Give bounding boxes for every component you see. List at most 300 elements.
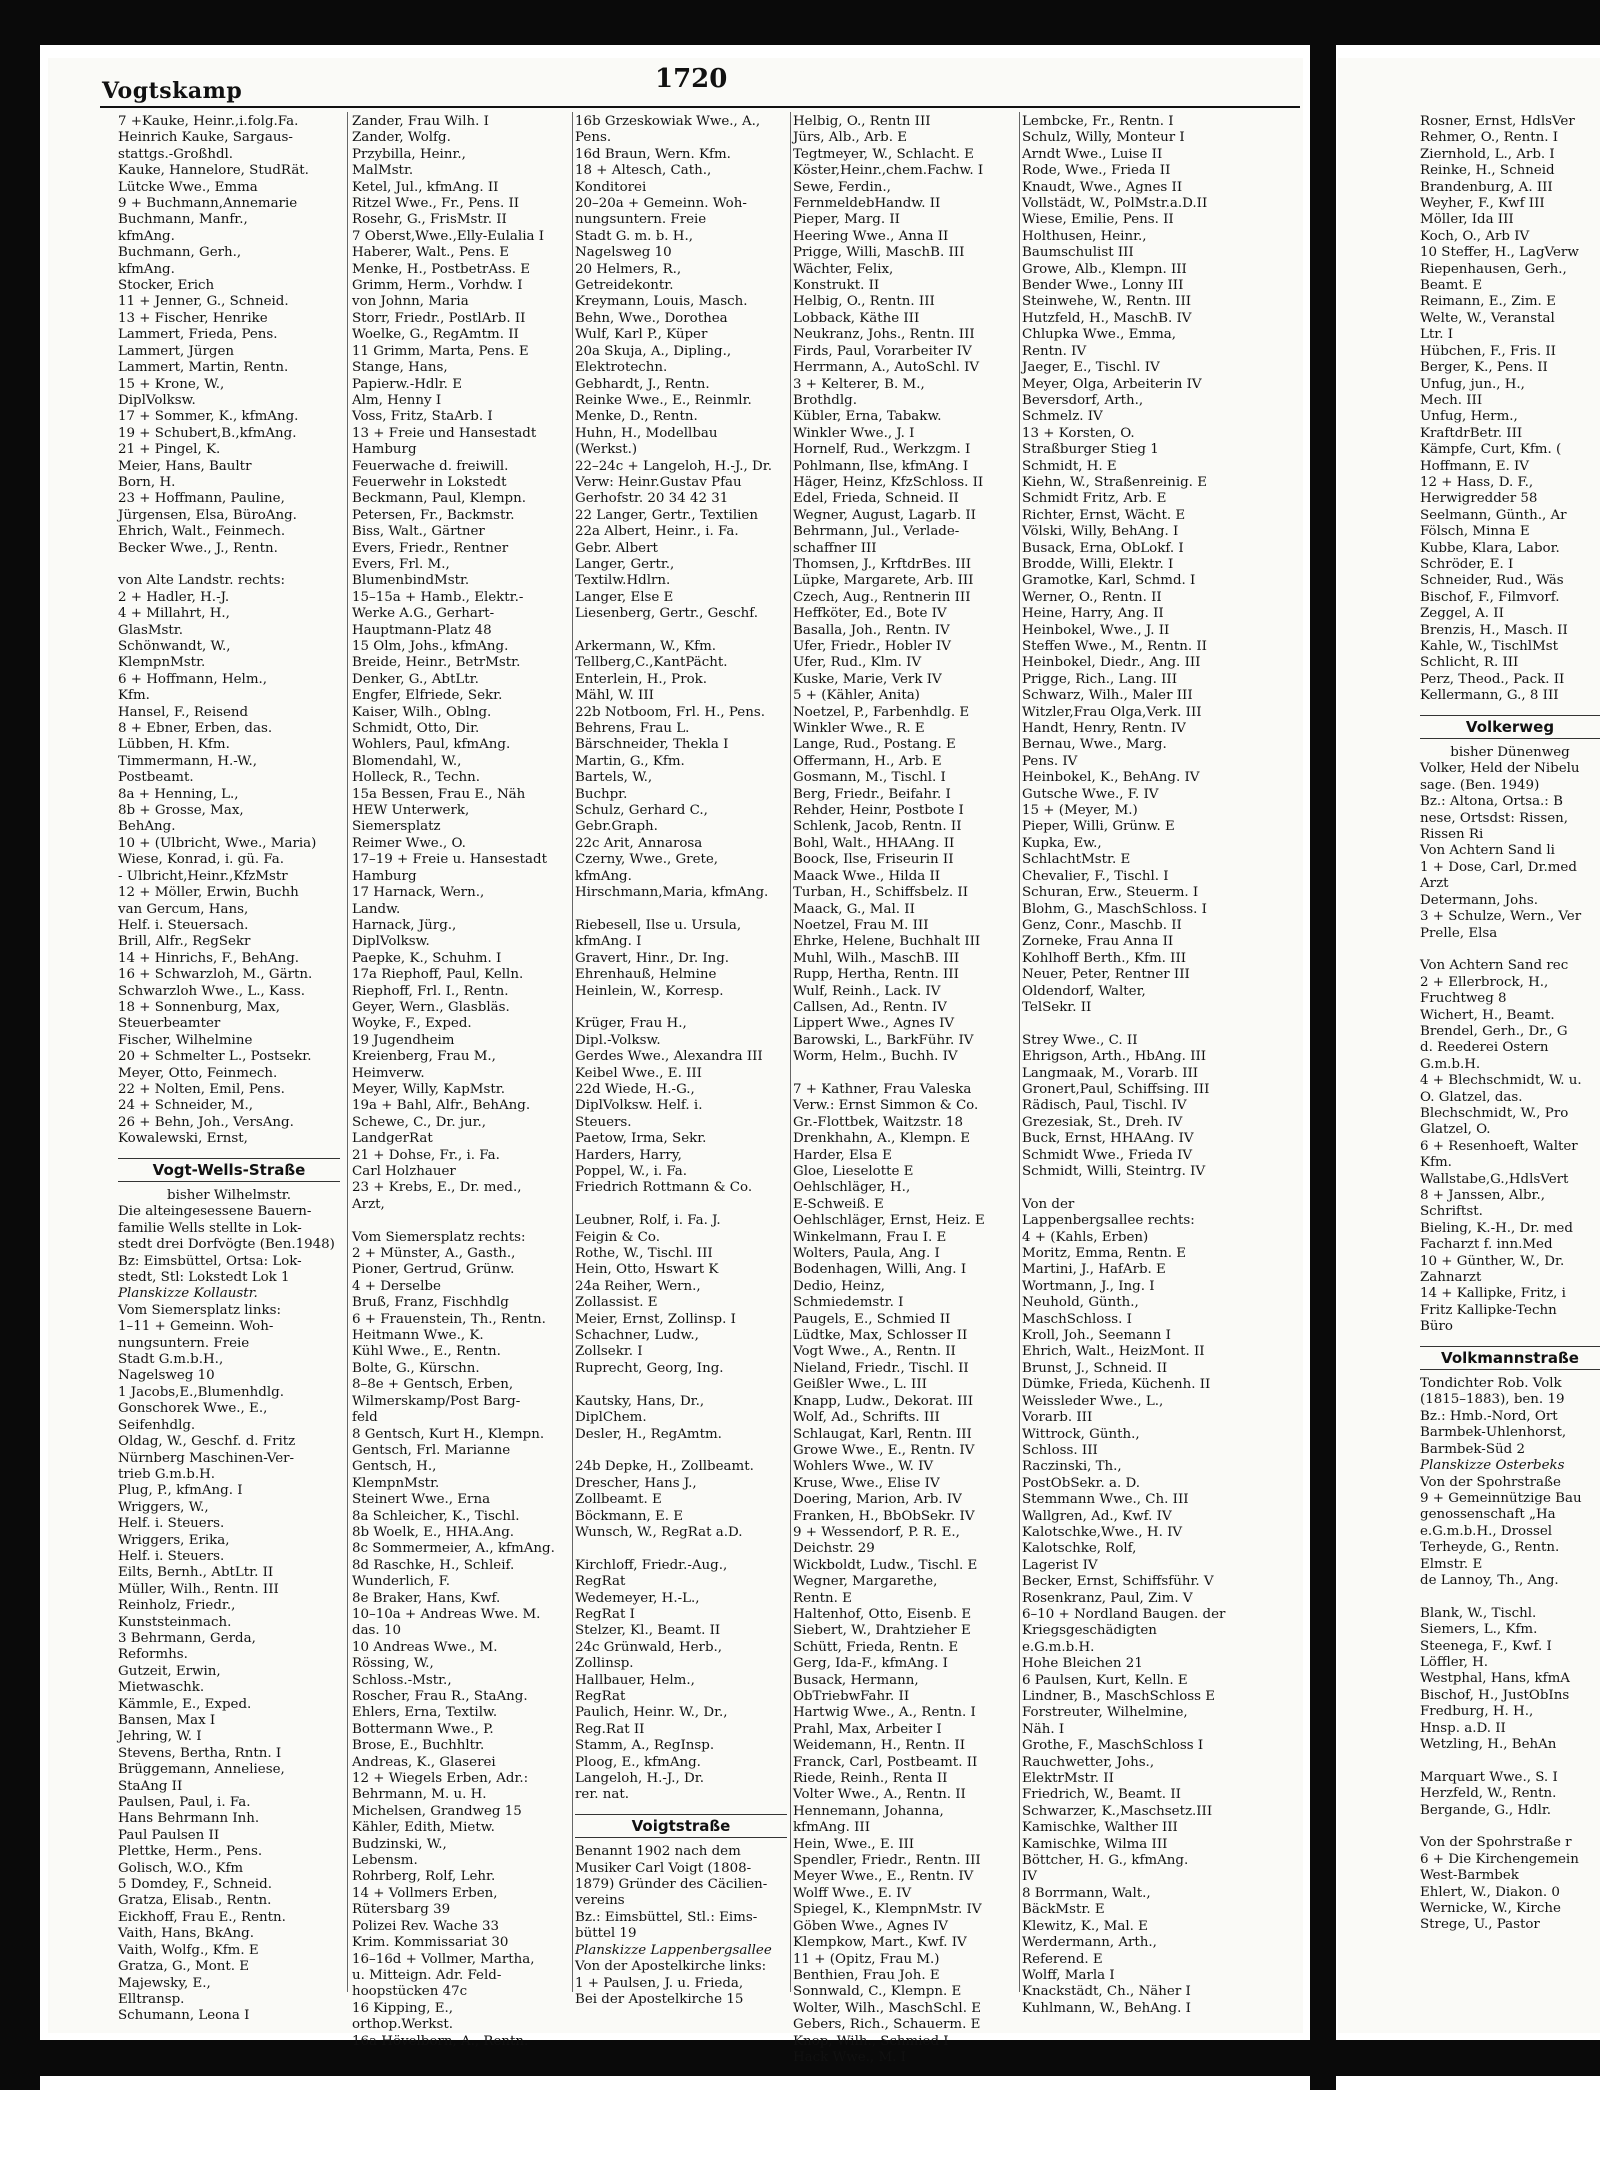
directory-entry: Krüger, Frau H.,: [575, 1016, 687, 1032]
directory-entry: Gramotke, Karl, Schmd. I: [1022, 573, 1196, 589]
directory-entry: Mähl, W. III: [575, 688, 654, 704]
directory-entry: TelSekr. II: [1022, 999, 1092, 1015]
directory-entry: RegRat I: [575, 1606, 635, 1622]
directory-entry: Hnsp. a.D. II: [1420, 1720, 1506, 1736]
directory-entry: Wickboldt, Ludw., Tischl. E: [793, 1557, 978, 1573]
directory-entry: Schlicht, R. III: [1420, 655, 1519, 671]
directory-entry: Offermann, H., Arb. E: [793, 753, 942, 769]
column-divider: [572, 112, 573, 1992]
directory-entry: Gerg, Ida-F., kfmAng. I: [793, 1656, 948, 1672]
directory-entry: Volker, Held der Nibelu: [1420, 761, 1580, 777]
directory-entry: Grothe, F., MaschSchloss I: [1022, 1738, 1204, 1754]
column-1: [118, 114, 340, 2024]
directory-entry: 22–24c + Langeloh, H.-J., Dr.: [575, 458, 772, 474]
directory-entry: Dipl.-Volksw.: [575, 1032, 661, 1048]
directory-entry: 7 +Kauke, Heinr.,i.folg.Fa.: [118, 114, 299, 129]
directory-entry: Helf. i. Steuers.: [118, 1548, 225, 1564]
directory-entry: Tegtmeyer, W., Schlacht. E: [793, 146, 974, 162]
directory-entry: Dedio, Heinz,: [793, 1278, 885, 1294]
directory-entry: Voss, Fritz, StaArb. I: [352, 409, 493, 425]
directory-entry: Buck, Ernst, HHAAng. IV: [1022, 1131, 1194, 1147]
directory-entry: Langer, Gertr.,: [575, 556, 675, 572]
directory-entry: Determann, Johs.: [1420, 892, 1538, 908]
directory-entry: Wulf, Reinh., Lack. IV: [793, 983, 941, 999]
scan-border-top: [0, 0, 1600, 45]
directory-entry: Kalotschke,Wwe., H. IV: [1022, 1524, 1183, 1540]
directory-entry: Zollinsp.: [575, 1656, 634, 1672]
directory-entry: 16 Kipping, E.,: [352, 2000, 454, 2016]
directory-entry: Berg, Friedr., Beifahr. I: [793, 786, 951, 802]
directory-entry: Beversdorf, Arth.,: [1022, 392, 1144, 408]
directory-entry: G.m.b.H.: [1420, 1056, 1481, 1072]
directory-entry: Fredburg, H. H.,: [1420, 1704, 1534, 1720]
header-rule: [100, 106, 1300, 108]
directory-entry: van Gercum, Hans,: [118, 901, 249, 917]
directory-entry: Fruchtweg 8: [1420, 991, 1507, 1007]
directory-entry: Zander, Wolfg.: [352, 130, 451, 146]
directory-entry: Gosmann, M., Tischl. I: [793, 770, 946, 786]
directory-entry: 14 + Kallipke, Fritz, i: [1420, 1286, 1566, 1302]
directory-entry: West-Barmbek: [1420, 1868, 1519, 1884]
directory-entry: Weissleder Wwe., L.,: [1022, 1393, 1164, 1409]
directory-entry: Rütersbarg 39: [352, 1902, 451, 1918]
directory-entry: BlumenbindMstr.: [352, 573, 470, 589]
directory-entry: Vorarb. III: [1022, 1410, 1093, 1426]
directory-entry: Rosenkranz, Paul, Zim. V: [1022, 1590, 1193, 1606]
directory-entry: d. Reederei Ostern: [1420, 1040, 1549, 1056]
directory-entry: 1879) Gründer des Cäcilien-: [575, 1877, 768, 1893]
directory-entry: Ufer, Friedr., Hobler IV: [793, 639, 951, 654]
directory-entry: 13 + Korsten, O.: [1022, 425, 1135, 441]
directory-entry: Siemers, L., Kfm.: [1420, 1622, 1538, 1638]
directory-entry: Drenkhahn, A., Klempn. E: [793, 1131, 971, 1147]
directory-entry: Brüggemann, Anneliese,: [118, 1762, 285, 1778]
directory-entry: 1 + Dose, Carl, Dr.med: [1420, 859, 1577, 875]
directory-entry: Wallstabe,G.,HdlsVert: [1420, 1171, 1569, 1187]
directory-entry: Gronert,Paul, Schiffsing. III: [1022, 1081, 1210, 1097]
directory-entry: Hartwig Wwe., A., Rentn. I: [793, 1705, 976, 1721]
directory-entry: Brunst, J., Schneid. II: [1022, 1360, 1168, 1376]
directory-entry: Langmaak, M., Vorarb. III: [1022, 1065, 1199, 1081]
directory-entry: Werner, O., Rentn. II: [1022, 589, 1162, 605]
directory-entry: Wichert, H., Beamt.: [1420, 1007, 1555, 1023]
directory-entry: Beckmann, Paul, Klempn.: [352, 491, 526, 507]
directory-entry: Kunststeinmach.: [118, 1614, 232, 1630]
directory-entry: Drescher, Hans J.,: [575, 1475, 697, 1491]
directory-entry: Kroll, Joh., Seemann I: [1022, 1328, 1171, 1344]
directory-entry: trieb G.m.b.H.: [118, 1466, 216, 1482]
directory-entry: Denker, G., AbtLtr.: [352, 671, 479, 687]
directory-entry: Vogt Wwe., A., Rentn. II: [793, 1344, 956, 1360]
directory-entry: [1420, 1819, 1600, 1835]
directory-entry: Vaith, Hans, BkAng.: [118, 1926, 254, 1942]
directory-entry: Lobback, Käthe III: [793, 310, 920, 326]
directory-entry: Stevens, Bertha, Rntn. I: [118, 1745, 282, 1761]
directory-entry: Golisch, W.O., Kfm: [118, 1860, 244, 1876]
directory-entry: Holthusen, Heinr.,: [1022, 228, 1147, 244]
directory-entry: Lammert, Martin, Rentn.: [118, 360, 289, 376]
directory-entry: 8 + Janssen, Albr.,: [1420, 1188, 1546, 1203]
directory-entry: Steenega, F., Kwf. I: [1420, 1638, 1552, 1654]
directory-entry: Baumschulist III: [1022, 245, 1134, 261]
directory-entry: LandgerRat: [352, 1131, 433, 1147]
directory-entry: Bartels, W.,: [575, 770, 653, 786]
directory-entry: Bei der Apostelkirche 15: [575, 1991, 744, 2007]
directory-entry: Grimm, Herm., Vorhdw. I: [352, 278, 523, 294]
directory-entry: Langer, Else E: [575, 589, 674, 605]
directory-entry: Plug, P., kfmAng. I: [118, 1483, 243, 1499]
directory-entry: Klempkow, Mart., Kwf. IV: [793, 1935, 967, 1951]
directory-entry: Engfer, Elfriede, Sekr.: [352, 688, 503, 704]
directory-entry: Evers, Frl. M.,: [352, 556, 450, 572]
directory-entry: Hirschmann,Maria, kfmAng.: [575, 885, 769, 901]
directory-entry: Rode, Wwe., Frieda II: [1022, 163, 1171, 179]
directory-entry: Turban, H., Schiffsbelz. II: [793, 885, 968, 901]
directory-entry: Prigge, Rich., Lang. III: [1022, 671, 1177, 687]
directory-entry: Papierw.-Hdlr. E: [352, 376, 462, 392]
directory-entry: Wallgren, Ad., Kwf. IV: [1022, 1508, 1172, 1524]
directory-entry: IV: [1022, 1869, 1037, 1885]
directory-entry: Storr, Friedr., PostlArb. II: [352, 310, 526, 326]
directory-entry: Behrmann, M. u. H.: [352, 1787, 487, 1803]
directory-entry: Berger, K., Pens. II: [1420, 360, 1548, 376]
directory-entry: [793, 1066, 1015, 1082]
directory-entry: Häger, Heinz, KfzSchloss. II: [793, 474, 984, 490]
directory-entry: 11 + Jenner, G., Schneid.: [118, 294, 289, 310]
directory-entry: Kowalewski, Ernst,: [118, 1131, 248, 1147]
directory-entry: Reinholz, Friedr.,: [118, 1598, 236, 1614]
directory-entry: Unfug, jun., H.,: [1420, 376, 1525, 392]
directory-entry: Dümke, Frieda, Küchenh. II: [1022, 1377, 1211, 1393]
directory-entry: sage. (Ben. 1949): [1420, 777, 1540, 793]
directory-entry: Geyer, Wern., Glasbläs.: [352, 999, 510, 1015]
directory-entry: 17 Harnack, Wern.,: [352, 885, 485, 901]
directory-entry: Kellermann, G., 8 III: [1420, 688, 1559, 704]
directory-entry: (1815–1883), ben. 19: [1420, 1392, 1565, 1408]
directory-entry: Rosner, Ernst, HdlsVer: [1420, 114, 1575, 129]
directory-entry: Eilts, Bernh., AbtLtr. II: [118, 1565, 274, 1581]
directory-entry: Oldendorf, Walter,: [1022, 983, 1146, 999]
directory-entry: Behn, Wwe., Dorothea: [575, 310, 728, 326]
directory-entry: 8e Braker, Hans, Kwf.: [352, 1590, 501, 1606]
directory-entry: Prigge, Willi, MaschB. III: [793, 245, 965, 261]
directory-entry: 22d Wiede, H.-G.,: [575, 1081, 695, 1097]
running-head: Vogtskamp: [102, 78, 243, 104]
directory-entry: Wolters, Paula, Ang. I: [793, 1246, 940, 1262]
directory-entry: Rehmer, O., Rentn. I: [1420, 130, 1559, 146]
directory-entry: Kreymann, Louis, Masch.: [575, 294, 748, 310]
directory-entry: 24a Reiher, Wern.,: [575, 1278, 701, 1294]
directory-entry: 9 + Wessendorf, P. R. E.,: [793, 1524, 960, 1540]
directory-entry: nungsuntern. Freie: [118, 1335, 250, 1351]
directory-entry: Jehring, W. I: [118, 1729, 202, 1745]
directory-entry: Gentsch, H.,: [352, 1459, 437, 1475]
directory-entry: 23 + Hoffmann, Pauline,: [118, 491, 285, 507]
directory-entry: Meier, Hans, Baultr: [118, 458, 252, 474]
directory-entry: Wegner, Margarethe,: [793, 1574, 938, 1590]
directory-entry: Böckmann, E. E: [575, 1508, 684, 1524]
directory-entry: Meyer Wwe., E., Rentn. IV: [793, 1869, 974, 1885]
directory-entry: Wunderlich, F.: [352, 1574, 451, 1590]
directory-entry: Siemersplatz: [352, 819, 441, 835]
directory-entry: Hennemann, Johanna,: [793, 1803, 944, 1819]
directory-entry: Straßburger Stieg 1: [1022, 442, 1159, 458]
directory-entry: das. 10: [352, 1623, 401, 1639]
directory-entry: Bohl, Walt., HHAAng. II: [793, 835, 955, 851]
map-reference: Planskizze Kollaustr.: [118, 1286, 258, 1302]
directory-entry: Reimer Wwe., O.: [352, 835, 466, 851]
directory-entry: Glatzel, O.: [1420, 1122, 1491, 1138]
directory-entry: Ltr. I: [1420, 327, 1454, 343]
directory-entry: 12 + Möller, Erwin, Buchh: [118, 885, 299, 901]
directory-entry: nungsuntern. Freie: [575, 212, 707, 228]
directory-entry: Fritz Kallipke-Techn: [1420, 1302, 1557, 1318]
directory-entry: Bz.: Altona, Ortsa.: B: [1420, 794, 1563, 810]
directory-entry: Rauchwetter, Johs.,: [1022, 1754, 1155, 1770]
directory-entry: Benthien, Frau Joh. E: [793, 1967, 940, 1983]
directory-entry: kfmAng. III: [793, 1820, 871, 1836]
directory-entry: Welte, W., Veranstal: [1420, 310, 1555, 326]
directory-entry: [575, 1541, 787, 1557]
map-reference: Planskizze Lappenbergsallee: [575, 1942, 772, 1958]
directory-entry: Keibel Wwe., E. III: [575, 1065, 702, 1081]
directory-entry: Paulsen, Paul, i. Fa.: [118, 1795, 251, 1811]
directory-entry: O. Glatzel, das.: [1420, 1089, 1523, 1105]
directory-entry: Möller, Ida III: [1420, 212, 1514, 228]
directory-entry: 26 + Behn, Joh., VersAng.: [118, 1114, 294, 1130]
directory-entry: 16–16d + Vollmer, Martha,: [352, 1951, 535, 1967]
directory-entry: Kubbe, Klara, Labor.: [1420, 540, 1560, 556]
directory-entry: 19 + Schubert,B.,kfmAng.: [118, 425, 297, 441]
directory-entry: 12 + Wiegels Erben, Adr.:: [352, 1771, 529, 1787]
directory-entry: Barowski, L., BarkFühr. IV: [793, 1032, 974, 1048]
directory-entry: Buchmann, Manfr.,: [118, 212, 248, 228]
directory-entry: Brandenburg, A. III: [1420, 179, 1553, 195]
directory-entry: Jaeger, E., Tischl. IV: [1022, 360, 1160, 376]
directory-entry: 13 + Freie und Hansestadt: [352, 425, 537, 441]
directory-entry: Werke A.G., Gerhart-: [352, 606, 495, 622]
directory-entry: Franck, Carl, Postbeamt. II: [793, 1754, 978, 1770]
directory-entry: Polizei Rev. Wache 33: [352, 1918, 500, 1934]
directory-entry: Alm, Henny I: [352, 392, 442, 408]
directory-entry: 10 Steffer, H., LagVerw: [1420, 245, 1579, 261]
directory-entry: Behrmann, Jul., Verlade-: [793, 524, 960, 540]
directory-entry: [575, 1377, 787, 1393]
directory-entry: kfmAng.: [575, 868, 632, 884]
directory-entry: Jürs, Alb., Arb. E: [793, 130, 908, 146]
directory-entry: Fölsch, Minna E: [1420, 524, 1530, 540]
directory-entry: Tellberg,C.,KantPächt.: [575, 655, 728, 671]
directory-entry: Helf. i. Steuers.: [118, 1516, 225, 1532]
directory-entry: Bender Wwe., Lonny III: [1022, 278, 1184, 294]
directory-entry: Steuerbeamter: [118, 1016, 221, 1032]
directory-entry: Riephoff, Frl. I., Rentn.: [352, 983, 509, 999]
directory-entry: Schumann, Leona I: [118, 2008, 250, 2024]
directory-entry: Stocker, Erich: [118, 278, 215, 294]
directory-entry: Perz, Theod., Pack. II: [1420, 671, 1565, 687]
directory-entry: Strey Wwe., C. II: [1022, 1032, 1138, 1048]
directory-entry: 24c Grünwald, Herb.,: [575, 1639, 723, 1655]
directory-entry: Kuhlmann, W., BehAng. I: [1022, 2000, 1191, 2016]
directory-entry: PostObSekr. a. D.: [1022, 1475, 1140, 1491]
directory-entry: 5 + (Kähler, Anita): [793, 688, 920, 704]
directory-entry: Reformhs.: [118, 1647, 188, 1663]
directory-entry: Von der: [1022, 1196, 1075, 1212]
directory-entry: Böttcher, H. G., kfmAng.: [1022, 1853, 1189, 1869]
directory-entry: Busack, Erna, ObLokf. I: [1022, 540, 1184, 556]
directory-entry: DiplChem.: [575, 1410, 647, 1426]
directory-entry: Ufer, Rud., Klm. IV: [793, 655, 922, 671]
directory-entry: Knaudt, Wwe., Agnes II: [1022, 179, 1183, 195]
directory-entry: Heffköter, Ed., Bote IV: [793, 606, 947, 622]
directory-entry: 15 + (Meyer, M.): [1022, 803, 1138, 819]
directory-entry: Wunsch, W., RegRat a.D.: [575, 1524, 743, 1540]
directory-entry: Knackstädt, Ch., Näher I: [1022, 1984, 1191, 2000]
directory-entry: 8c Sommermeier, A., kfmAng.: [352, 1541, 555, 1557]
directory-entry: Growe, Alb., Klempn. III: [1022, 261, 1187, 277]
directory-entry: Raczinski, Th.,: [1022, 1459, 1122, 1475]
directory-entry: Sonnwald, C., Klempn. E: [793, 1984, 962, 2000]
directory-entry: Meier, Ernst, Zollinsp. I: [575, 1311, 736, 1327]
directory-entry: Lindner, B., MaschSchloss E: [1022, 1689, 1216, 1704]
directory-entry: Spendler, Friedr., Rentn. III: [793, 1853, 981, 1869]
map-reference: Planskizze Osterbeks: [1420, 1458, 1565, 1474]
directory-entry: DiplVolksw.: [352, 934, 430, 950]
directory-entry: Firds, Paul, Vorarbeiter IV: [793, 343, 972, 359]
directory-entry: Wohlers Wwe., W. IV: [793, 1459, 934, 1475]
directory-entry: Köster,Heinr.,chem.Fachw. I: [793, 163, 984, 179]
directory-entry: HEW Unterwerk,: [352, 803, 470, 819]
directory-entry: 8a + Henning, L.,: [118, 786, 239, 802]
directory-entry: Stamm, A., RegInsp.: [575, 1738, 715, 1754]
directory-entry: Elmstr. E: [1420, 1556, 1483, 1572]
directory-entry: 18 + Altesch, Cath.,: [575, 163, 712, 179]
directory-entry: 15 Olm, Johs., kfmAng.: [352, 639, 509, 654]
column-divider: [347, 112, 348, 1992]
directory-entry: Schmelz. IV: [1022, 409, 1103, 425]
directory-entry: Richter, Ernst, Wächt. E: [1022, 507, 1186, 523]
directory-entry: Pens.: [575, 130, 612, 146]
directory-entry: Schuran, Erw., Steuerm. I: [1022, 885, 1199, 901]
directory-entry: Wedemeyer, H.-L.,: [575, 1590, 700, 1606]
directory-entry: Konditorei: [575, 179, 647, 195]
directory-entry: büttel 19: [575, 1926, 637, 1942]
directory-entry: Paulich, Heinr. W., Dr.,: [575, 1705, 728, 1721]
directory-entry: 2 + Münster, A., Gasth.,: [352, 1246, 516, 1262]
directory-entry: 10 Andreas Wwe., M.: [352, 1639, 498, 1655]
directory-entry: Bodenhagen, Willi, Ang. I: [793, 1262, 967, 1278]
directory-entry: 24 + Schneider, M.,: [118, 1098, 254, 1114]
directory-entry: Prahl, Max, Arbeiter I: [793, 1721, 942, 1737]
directory-entry: 9 + Gemeinnützige Bau: [1420, 1490, 1582, 1506]
directory-entry: 20a Skuja, A., Dipling.,: [575, 343, 732, 359]
directory-entry: Gutsche Wwe., F. IV: [1022, 786, 1159, 802]
directory-entry: Zollassist. E: [575, 1295, 658, 1311]
directory-entry: Zollsekr. I: [575, 1344, 643, 1360]
directory-entry: Schewe, C., Dr. jur.,: [352, 1114, 487, 1130]
scan-border-left: [0, 0, 40, 2090]
directory-entry: Schlaugat, Karl, Rentn. III: [793, 1426, 972, 1442]
directory-entry: DiplVolksw.: [118, 392, 196, 408]
directory-entry: Die alteingesessene Bauern-: [118, 1204, 312, 1220]
directory-entry: 12 + Hass, D. F.,: [1420, 474, 1534, 490]
directory-entry: 17a Riephoff, Paul, Kelln.: [352, 967, 524, 983]
directory-entry: Hamburg: [352, 868, 417, 884]
directory-entry: 17 + Sommer, K., kfmAng.: [118, 409, 299, 425]
directory-entry: Feuerwache d. freiwill.: [352, 458, 509, 474]
directory-entry: 6 + Frauenstein, Th., Rentn.: [352, 1311, 546, 1327]
directory-entry: 10 + (Ulbricht, Wwe., Maria): [118, 835, 317, 851]
directory-entry: Rothe, W., Tischl. III: [575, 1246, 713, 1262]
directory-entry: Lagerist IV: [1022, 1557, 1098, 1573]
directory-entry: Riebesell, Ilse u. Ursula,: [575, 917, 742, 933]
directory-entry: von Alte Landstr. rechts:: [118, 573, 286, 589]
directory-entry: 8–8e + Gentsch, Erben,: [352, 1377, 514, 1393]
directory-entry: Becker Wwe., J., Rentn.: [118, 540, 278, 556]
directory-entry: Hein, Wwe., E. III: [793, 1836, 915, 1852]
directory-entry: 15–15a + Hamb., Elektr.-: [352, 589, 524, 605]
directory-entry: Wortmann, J., Ing. I: [1022, 1278, 1155, 1294]
directory-entry: Haltenhof, Otto, Eisenb. E: [793, 1606, 972, 1622]
directory-entry: Ehrke, Helene, Buchhalt III: [793, 934, 981, 950]
directory-entry: Blomendahl, W.,: [352, 753, 462, 769]
directory-entry: 8 Gentsch, Kurt H., Klempn.: [352, 1426, 545, 1442]
directory-entry: Schmidt Fritz, Arb. E: [1022, 491, 1167, 507]
directory-entry: 2 + Hadler, H.-J.: [118, 589, 230, 605]
directory-entry: Knapp, Ludw., Dekorat. III: [793, 1393, 973, 1409]
directory-entry: Paugels, E., Schmied II: [793, 1311, 951, 1327]
directory-entry: Stadt G. m. b. H.,: [575, 228, 693, 244]
directory-entry: Zander, Frau Wilh. I: [352, 114, 489, 129]
directory-entry: Gratza, G., Mont. E: [118, 1959, 250, 1975]
directory-entry: Harders, Harry,: [575, 1147, 682, 1163]
directory-entry: Herwigredder 58: [1420, 491, 1538, 507]
directory-entry: kfmAng.: [118, 261, 175, 277]
directory-entry: Steinert Wwe., Erna: [352, 1492, 491, 1508]
directory-entry: Gebr. Albert: [575, 540, 658, 556]
directory-entry: Paul Paulsen II: [118, 1827, 220, 1843]
directory-entry: Bieling, K.-H., Dr. med: [1420, 1220, 1573, 1236]
directory-entry: Handt, Henry, Rentn. IV: [1022, 721, 1186, 737]
directory-entry: Hansel, F., Reisend: [118, 704, 249, 720]
directory-entry: Neuer, Peter, Rentner III: [1022, 967, 1190, 983]
directory-entry: Wriggers, Erika,: [118, 1532, 230, 1548]
directory-entry: Pens. IV: [1022, 753, 1078, 769]
directory-entry: 20 Helmers, R.,: [575, 261, 682, 277]
directory-entry: Gebhardt, J., Rentn.: [575, 376, 710, 392]
directory-entry: Näh. I: [1022, 1721, 1065, 1737]
directory-entry: schaffner III: [793, 540, 877, 556]
directory-entry: Marquart Wwe., S. I: [1420, 1769, 1558, 1785]
directory-entry: 5 Domdey, F., Schneid.: [118, 1877, 272, 1893]
directory-entry: Rentn. E: [793, 1590, 852, 1606]
directory-entry: 11 + (Opitz, Frau M.): [793, 1951, 940, 1967]
directory-entry: 9 + Buchmann,Annemarie: [118, 196, 298, 212]
directory-entry: [352, 1213, 570, 1229]
directory-entry: 7 + Kathner, Frau Valeska: [793, 1081, 972, 1097]
directory-entry: Heinrich Kauke, Sargaus-: [118, 130, 293, 146]
directory-entry: Bergande, G., Hdlr.: [1420, 1802, 1552, 1818]
directory-entry: Postbeamt.: [118, 770, 194, 786]
directory-entry: - Ulbricht,Heinr.,KfzMstr: [118, 868, 288, 884]
directory-entry: Hutzfeld, H., MaschB. IV: [1022, 310, 1192, 326]
directory-entry: Wolff Wwe., E. IV: [793, 1885, 912, 1901]
directory-entry: 22 Langer, Gertr., Textilien: [575, 507, 758, 523]
directory-entry: Gutzeit, Erwin,: [118, 1663, 221, 1679]
directory-entry: Klewitz, K., Mal. E: [1022, 1918, 1148, 1934]
directory-entry: Gr.-Flottbek, Waitzstr. 18: [793, 1114, 963, 1130]
directory-entry: Paepke, K., Schuhm. I: [352, 950, 502, 966]
